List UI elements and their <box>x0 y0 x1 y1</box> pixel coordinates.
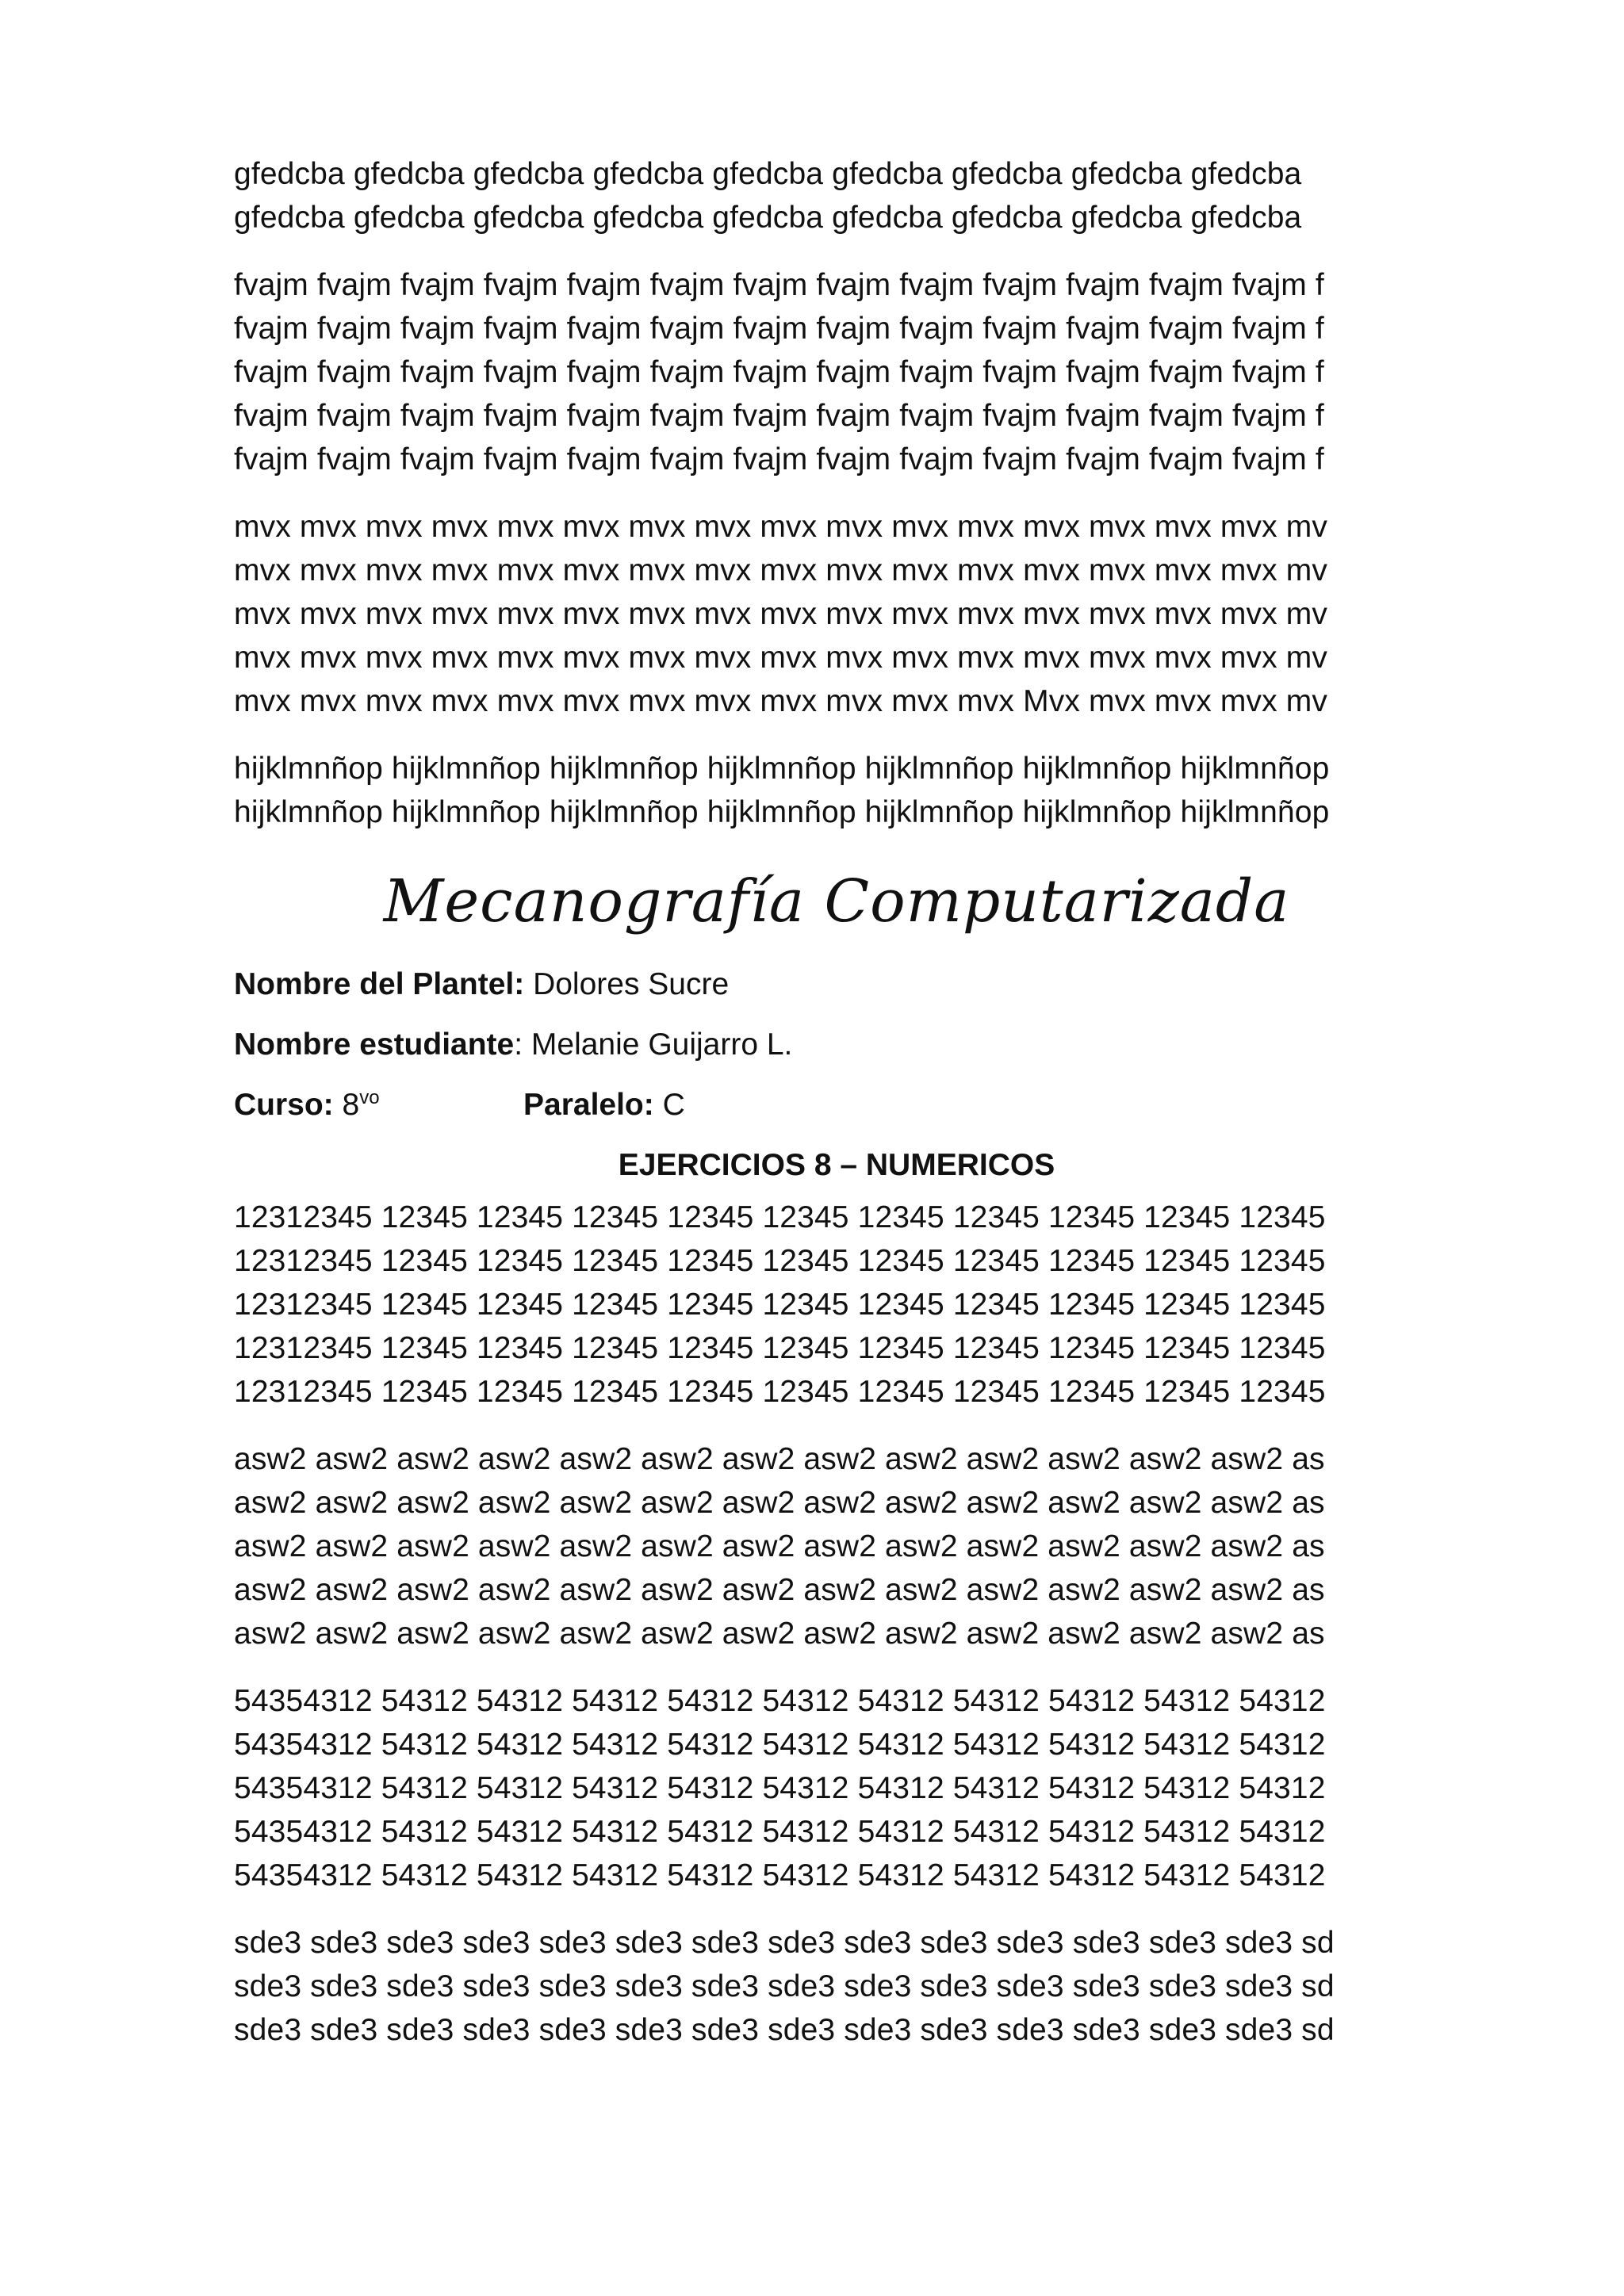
student-value: : Melanie Guijarro L. <box>514 1027 793 1062</box>
exercise-line: asw2 asw2 asw2 asw2 asw2 asw2 asw2 asw2 asw2 asw2 asw2 asw2 asw2 as <box>234 1573 1325 1607</box>
course-superscript: vo <box>359 1087 380 1108</box>
exercise-line: 54354312 54312 54312 54312 54312 54312 54312 54312 54312 54312 54312 <box>234 1858 1326 1892</box>
document-body <box>234 152 1439 2076</box>
exercise-line: fvajm fvajm fvajm fvajm fvajm fvajm fvajm fvajm fvajm fvajm fvajm fvajm fvajm f <box>234 399 1324 433</box>
exercise-line: fvajm fvajm fvajm fvajm fvajm fvajm fvajm fvajm fvajm fvajm fvajm fvajm fvajm f <box>234 268 1324 302</box>
student-row <box>234 1024 1439 1066</box>
exercise-block <box>234 747 1439 834</box>
parallel-label: Paralelo: <box>523 1088 654 1122</box>
exercise-block <box>234 1196 1439 1414</box>
exercise-line: 12312345 12345 12345 12345 12345 12345 12345 12345 12345 12345 12345 <box>234 1331 1326 1365</box>
exercise-block <box>234 1679 1439 1897</box>
course-row <box>234 1085 1439 1126</box>
course-field <box>234 1085 523 1126</box>
exercise-block <box>234 505 1439 723</box>
exercise-line: gfedcba gfedcba gfedcba gfedcba gfedcba gfedcba gfedcba gfedcba gfedcba <box>234 201 1302 235</box>
exercise-heading: EJERCICIOS 8 – NUMERICOS <box>618 1148 1055 1182</box>
exercise-line: mvx mvx mvx mvx mvx mvx mvx mvx mvx mvx mvx mvx Mvx mvx mvx mvx mv <box>234 684 1328 718</box>
exercise-line: 12312345 12345 12345 12345 12345 12345 12345 12345 12345 12345 12345 <box>234 1288 1326 1322</box>
student-label: Nombre estudiante <box>234 1027 515 1062</box>
exercise-line: sde3 sde3 sde3 sde3 sde3 sde3 sde3 sde3 sde3 sde3 sde3 sde3 sde3 sde3 sd <box>234 1926 1335 1960</box>
exercise-line: sde3 sde3 sde3 sde3 sde3 sde3 sde3 sde3 sde3 sde3 sde3 sde3 sde3 sde3 sd <box>234 2013 1335 2047</box>
exercise-line: fvajm fvajm fvajm fvajm fvajm fvajm fvajm fvajm fvajm fvajm fvajm fvajm fvajm f <box>234 312 1324 346</box>
school-label: Nombre del Plantel: <box>234 967 525 1001</box>
exercise-line: sde3 sde3 sde3 sde3 sde3 sde3 sde3 sde3 sde3 sde3 sde3 sde3 sde3 sde3 sd <box>234 1969 1335 2003</box>
exercise-line: fvajm fvajm fvajm fvajm fvajm fvajm fvajm fvajm fvajm fvajm fvajm fvajm fvajm f <box>234 355 1324 389</box>
exercise-line: 12312345 12345 12345 12345 12345 12345 12345 12345 12345 12345 12345 <box>234 1200 1326 1234</box>
exercise-line: 12312345 12345 12345 12345 12345 12345 12345 12345 12345 12345 12345 <box>234 1244 1326 1278</box>
exercise-line: mvx mvx mvx mvx mvx mvx mvx mvx mvx mvx mvx mvx mvx mvx mvx mvx mv <box>234 553 1328 587</box>
exercise-block <box>234 1921 1439 2052</box>
exercise-line: hijklmnñop hijklmnñop hijklmnñop hijklmnñop hijklmnñop hijklmnñop hijklmnñop <box>234 795 1330 829</box>
exercise-block <box>234 263 1439 481</box>
exercise-block <box>234 152 1439 239</box>
school-value: Dolores Sucre <box>524 967 730 1001</box>
exercise-block <box>234 1437 1439 1655</box>
exercise-line: 54354312 54312 54312 54312 54312 54312 54312 54312 54312 54312 54312 <box>234 1815 1326 1849</box>
exercise-line: gfedcba gfedcba gfedcba gfedcba gfedcba gfedcba gfedcba gfedcba gfedcba <box>234 157 1302 191</box>
exercise-line: hijklmnñop hijklmnñop hijklmnñop hijklmnñop hijklmnñop hijklmnñop hijklmnñop <box>234 752 1330 786</box>
parallel-field <box>523 1085 685 1126</box>
exercise-line: mvx mvx mvx mvx mvx mvx mvx mvx mvx mvx mvx mvx mvx mvx mvx mvx mv <box>234 510 1328 544</box>
exercise-line: mvx mvx mvx mvx mvx mvx mvx mvx mvx mvx mvx mvx mvx mvx mvx mvx mv <box>234 597 1328 631</box>
exercise-line: fvajm fvajm fvajm fvajm fvajm fvajm fvajm fvajm fvajm fvajm fvajm fvajm fvajm f <box>234 442 1324 476</box>
course-label: Curso: <box>234 1088 334 1122</box>
document-title: Mecanografía Computarizada <box>383 867 1290 936</box>
exercise-line: asw2 asw2 asw2 asw2 asw2 asw2 asw2 asw2 asw2 asw2 asw2 asw2 asw2 as <box>234 1442 1325 1476</box>
exercise-line: asw2 asw2 asw2 asw2 asw2 asw2 asw2 asw2 asw2 asw2 asw2 asw2 asw2 as <box>234 1529 1325 1563</box>
exercise-line: 54354312 54312 54312 54312 54312 54312 54312 54312 54312 54312 54312 <box>234 1684 1326 1718</box>
exercise-line: mvx mvx mvx mvx mvx mvx mvx mvx mvx mvx mvx mvx mvx mvx mvx mvx mv <box>234 641 1328 675</box>
exercise-line: 12312345 12345 12345 12345 12345 12345 12345 12345 12345 12345 12345 <box>234 1375 1326 1409</box>
top-exercise-blocks <box>234 152 1439 834</box>
parallel-value: C <box>653 1088 685 1122</box>
exercise-line: 54354312 54312 54312 54312 54312 54312 54312 54312 54312 54312 54312 <box>234 1728 1326 1762</box>
exercise-line: 54354312 54312 54312 54312 54312 54312 54312 54312 54312 54312 54312 <box>234 1771 1326 1805</box>
exercise-line: asw2 asw2 asw2 asw2 asw2 asw2 asw2 asw2 asw2 asw2 asw2 asw2 asw2 as <box>234 1617 1325 1651</box>
school-row <box>234 964 1439 1005</box>
exercise-line: asw2 asw2 asw2 asw2 asw2 asw2 asw2 asw2 asw2 asw2 asw2 asw2 asw2 as <box>234 1486 1325 1520</box>
bottom-exercise-blocks <box>234 1196 1439 2052</box>
course-value: 8 <box>333 1088 360 1122</box>
